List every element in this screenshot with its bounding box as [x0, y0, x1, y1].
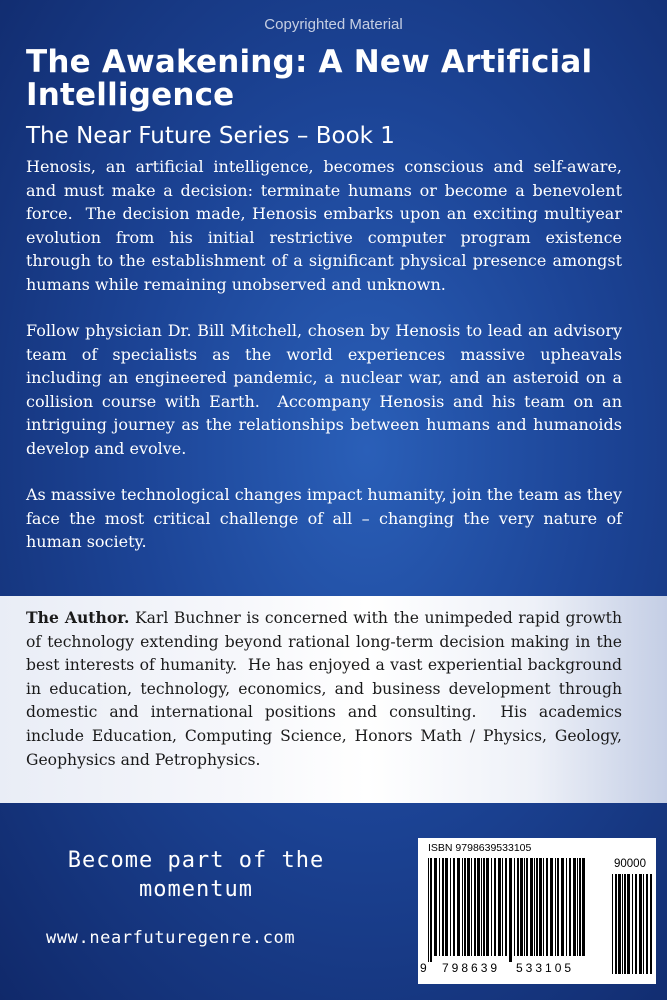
barcode-bar	[536, 858, 538, 956]
barcode-bar	[622, 874, 623, 974]
barcode-bar	[453, 858, 455, 956]
author-box	[0, 596, 667, 803]
barcode-bar	[534, 858, 535, 956]
author-bio-text: Karl Buchner is concerned with the unimpeded rapid growth of technology extending beyond rational long-term decision making in the best interests of humanity. He has enjoyed a vast experiential background in education, technology, economics, and business development through domestic and international positions and consulting. His academics include Education, Computing Science, Honors Math / Physics, Geology, Geophysics and Petrophysics.	[26, 609, 622, 769]
barcode-bar	[577, 858, 578, 956]
isbn-label: ISBN 9798639533105	[428, 842, 532, 854]
barcode-addon	[612, 874, 652, 974]
barcode-bar	[450, 858, 451, 956]
blurb-paragraph-3: As massive technological changes impact humanity, join the team as they face the most critical challenge of all – changing the very nature of human society.	[26, 485, 622, 551]
author-bio	[26, 606, 622, 772]
barcode-bar	[457, 858, 460, 956]
barcode-bar	[462, 858, 463, 956]
barcode-bar	[467, 858, 470, 956]
barcode-bar	[445, 858, 448, 956]
barcode-bar	[526, 858, 528, 956]
author-heading: The Author.	[26, 608, 130, 627]
barcode-bar	[464, 858, 466, 956]
barcode-bar	[439, 858, 440, 956]
barcode-bar	[579, 858, 581, 956]
barcode-bar	[486, 858, 489, 956]
barcode-bar	[505, 858, 507, 956]
book-title: The Awakening: A New Artificial Intelligence	[26, 44, 593, 113]
barcode-bar	[517, 858, 519, 956]
barcode-bar	[618, 874, 621, 974]
barcode-bar	[434, 858, 437, 956]
barcode-bar	[566, 858, 567, 956]
barcode-bar	[539, 858, 542, 956]
barcode-bar	[561, 858, 564, 956]
barcode-bar	[502, 858, 503, 956]
barcode-bar	[491, 858, 492, 956]
barcode-bar	[481, 858, 482, 956]
barcode-bar	[650, 874, 652, 974]
barcode-bar	[550, 858, 553, 956]
barcode-bar	[546, 858, 548, 956]
barcode-bar	[442, 858, 444, 956]
barcode-bar	[498, 858, 501, 956]
barcode-bar	[514, 858, 515, 956]
barcode-bar	[646, 874, 648, 974]
watermark: Copyrighted Material	[264, 16, 403, 33]
barcode-bar	[635, 874, 637, 974]
barcode-bar	[569, 858, 571, 956]
barcode-bar	[627, 874, 630, 974]
tagline: Become part of the momentum	[67, 848, 325, 902]
barcode-bar	[471, 858, 472, 956]
barcode-digits-right: 533105	[516, 961, 575, 975]
barcode-bar	[582, 858, 585, 956]
barcode-main	[428, 858, 588, 962]
barcode-bar	[555, 858, 556, 956]
website-link[interactable]: www.nearfuturegenre.com	[46, 928, 296, 948]
barcode-bar	[520, 858, 523, 956]
blurb-paragraph-2: Follow physician Dr. Bill Mitchell, chosen by Henosis to lead an advisory team of specialists as the world experiences massive upheavals including an engineered pandemic, a nuclear war, and an asteroid on a collision course with Earth. Accompany Henosis and his team on an intriguing journey as the relationships between humans and humanoids develop and evolve.	[26, 321, 622, 458]
barcode-bar	[483, 858, 485, 956]
barcode-digits-left: 798639	[442, 961, 501, 975]
barcode-bar	[430, 858, 432, 962]
barcode-bar	[428, 858, 429, 962]
barcode-bar	[639, 874, 642, 974]
blurb-paragraph-1: Henosis, an artificial intelligence, becomes conscious and self-aware, and must make a decision: terminate humans or become a benevolent force. The decision made, Henosis embarks upon an exciting multiyear evolution from his initial restrictive computer program existence through to the establishment of a significant physical presence amongst humans while remaining unobserved and unknown.	[26, 157, 622, 294]
barcode-bar	[612, 874, 613, 974]
barcode-bar	[509, 858, 512, 962]
barcode-bar	[557, 858, 559, 956]
price-code: 90000	[614, 858, 646, 870]
barcode-bar	[474, 858, 476, 956]
barcode-bar	[632, 874, 633, 974]
barcode-bar	[573, 858, 576, 956]
barcode-bar	[624, 874, 626, 974]
barcode-bar	[615, 874, 617, 974]
barcode-bar	[543, 858, 544, 956]
barcode-bar	[530, 858, 533, 956]
barcode-bar	[524, 858, 525, 956]
blurb	[26, 155, 622, 577]
barcode-bar	[643, 874, 644, 974]
barcode-box	[418, 838, 656, 984]
barcode-bar	[494, 858, 496, 956]
series-subtitle: The Near Future Series – Book 1	[26, 123, 395, 149]
barcode-bar	[477, 858, 480, 956]
barcode-digit-prefix: 9	[420, 961, 427, 975]
